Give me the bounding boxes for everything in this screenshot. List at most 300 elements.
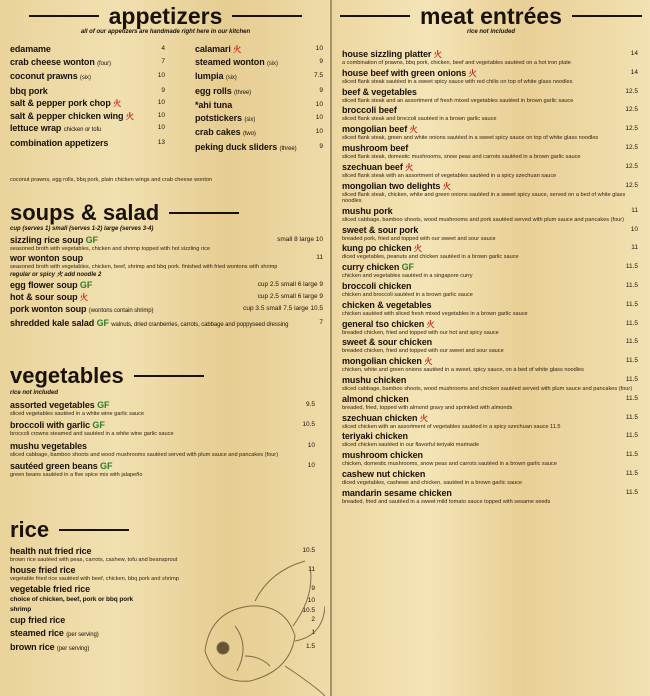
meat-note: rice not included: [466, 29, 515, 35]
spicy-icon: 火: [413, 244, 422, 254]
item-name-text: egg flower soup: [10, 279, 78, 290]
item-name-text: sweet & sour chicken: [342, 337, 433, 348]
item-description: vegetable fried rice sautéed with beef, chicken, bbq pork and shrimp: [10, 575, 179, 582]
meat-heading: [332, 4, 650, 28]
menu-item: [10, 111, 165, 122]
item-name-text: mongolian two delights: [342, 180, 441, 191]
item-description: chicken sautéed with sliced fresh mixed vegetables in a brown garlic sauce: [342, 310, 528, 317]
item-description: green beans sautéed in a five spice mix with jalapeño: [10, 472, 143, 479]
item-sizes: small 8 large 10: [277, 236, 323, 243]
menu-item: [342, 394, 638, 411]
menu-item: [195, 113, 323, 126]
menu-item: [10, 441, 315, 458]
item-name: [195, 142, 323, 155]
item-price: 7: [161, 57, 165, 65]
menu-item: [195, 71, 323, 84]
item-name: [10, 420, 315, 431]
item-name: [342, 394, 638, 405]
item-name-text: house beef with green onions: [342, 67, 467, 78]
item-name: [10, 98, 165, 109]
item-name: [10, 253, 323, 264]
item-price: 12.5: [625, 181, 638, 189]
item-name: [195, 127, 323, 140]
appetizers-heading: [0, 4, 331, 28]
item-price: 11.5: [625, 394, 638, 402]
gluten-free-badge: GF: [79, 279, 93, 290]
item-sizes: 7: [319, 318, 323, 326]
item-name: [342, 469, 638, 480]
item-name-text: kung po chicken: [342, 243, 412, 254]
item-name-text: mushu chicken: [342, 374, 407, 385]
item-price: 10.5: [302, 606, 315, 614]
item-name: [342, 49, 638, 60]
item-sizes: cup 2.5 small 6 large 9: [257, 292, 323, 300]
appetizers-title: appetizers: [108, 3, 223, 29]
item-name-text: mushroom chicken: [342, 450, 423, 461]
menu-item: [342, 162, 638, 179]
menu-item: [342, 319, 638, 336]
menu-item: [10, 461, 315, 478]
item-qualifier: (per serving): [66, 631, 99, 638]
menu-item: [10, 318, 323, 331]
item-name: [342, 243, 638, 254]
item-description: sliced vegetables sautéed in a white wine garlic sauce: [10, 411, 145, 417]
item-name: [342, 375, 638, 386]
appetizers-left-list: [10, 44, 165, 150]
item-price: 9: [161, 86, 165, 94]
menu-item: [342, 87, 638, 104]
menu-item: [10, 400, 315, 417]
gluten-free-badge: GF: [401, 262, 414, 273]
spicy-icon: 火: [233, 45, 242, 54]
item-price: 11.5: [625, 469, 638, 477]
menu-item: [195, 100, 323, 111]
item-name: [342, 181, 638, 192]
item-description: chicken and vegetables sautéed in a singapore curry: [342, 273, 473, 280]
menu-item: [10, 57, 165, 70]
item-name-text: brown rice: [10, 642, 55, 653]
item-price: 11.5: [625, 413, 638, 421]
item-description: diced vegetables, peanuts and chicken sautéed in a brown garlic sauce: [342, 254, 519, 261]
item-name-text: curry chicken: [342, 262, 400, 273]
menu-item: [10, 123, 165, 136]
item-description: seasoned broth with vegetables, chicken and shrimp topped with hot sizzling rice: [10, 246, 210, 252]
item-price: 10: [315, 128, 323, 135]
item-price: 11.5: [625, 451, 638, 459]
vegetables-heading: [10, 364, 204, 388]
item-description: chicken, white and green onions sautéed in a sweet, spicy sauce, on a bed of white glass noodles: [342, 367, 584, 374]
item-qualifier: (six): [267, 60, 278, 67]
menu-item: [342, 262, 638, 279]
menu-item: [342, 356, 638, 373]
menu-item: [10, 71, 165, 84]
item-name-text: broccoli with garlic: [10, 420, 91, 431]
item-price: 12.5: [625, 87, 638, 95]
item-name-text: bbq pork: [10, 85, 48, 96]
item-name: [342, 488, 638, 499]
menu-item: [342, 337, 638, 354]
spicy-icon: 火: [113, 99, 122, 108]
item-name-text: shredded kale salad: [10, 317, 95, 328]
item-price: 14: [630, 50, 638, 57]
item-price: 9: [319, 57, 323, 65]
spicy-icon: 火: [405, 162, 414, 172]
item-name: [195, 113, 323, 126]
item-name-text: mandarin sesame chicken: [342, 487, 452, 498]
item-name-text: szechuan beef: [342, 161, 403, 172]
item-qualifier: (six): [225, 75, 237, 81]
item-price: 11.5: [625, 319, 638, 327]
item-name-text: broccoli beef: [342, 105, 397, 116]
item-qualifier: (three): [279, 145, 297, 152]
gluten-free-badge: GF: [100, 461, 113, 472]
item-name-text: beef & vegetables: [342, 86, 417, 97]
item-name-text: potstickers: [195, 112, 242, 123]
item-name-text: wor wonton soup: [10, 253, 83, 264]
item-sizes: 11: [316, 254, 323, 262]
item-name: [342, 300, 638, 311]
item-name-text: mushu pork: [342, 205, 393, 216]
item-name: [342, 337, 638, 348]
spicy-icon: 火: [409, 125, 418, 135]
menu-item: [342, 450, 638, 467]
item-name-text: egg rolls: [195, 85, 232, 96]
item-description: sliced flank steak with an assortment of vegetables sautéed in a spicy szechuan sauce: [342, 172, 557, 179]
item-description: sliced flank steak and broccoli sautéed in a brown garlic sauce: [342, 116, 497, 123]
item-name-text: shrimp: [10, 605, 32, 613]
item-name-text: peking duck sliders: [195, 141, 278, 152]
menu-item: [10, 253, 323, 278]
item-name: [10, 138, 165, 149]
fish-illustration: [175, 556, 325, 696]
spicy-icon: 火: [419, 413, 428, 423]
appetizers-note: all of our appetizers are handmade right here in our kitchen: [80, 29, 251, 35]
menu-item: [342, 181, 638, 205]
item-name-text: chicken & vegetables: [342, 299, 432, 310]
spicy-icon: 火: [442, 181, 451, 191]
item-description: breaded, fried, topped with almond gravy and sprinkled with almonds: [342, 404, 513, 411]
item-price: 14: [630, 68, 638, 76]
item-name: [342, 225, 638, 236]
menu-item: [10, 235, 323, 252]
menu-item: [195, 127, 323, 140]
item-name: [342, 262, 638, 273]
item-name-text: mongolian beef: [342, 124, 408, 135]
item-description: sliced flank steak sautéed in a sweet spicy sauce with red chilis on top of white glass noodles: [342, 78, 573, 85]
item-name-text: general tso chicken: [342, 318, 425, 329]
item-price: 11.5: [625, 432, 638, 440]
gluten-free-badge: GF: [92, 420, 105, 431]
item-price: 9: [311, 584, 315, 592]
item-name: [342, 319, 638, 330]
item-name-text: cup fried rice: [10, 615, 66, 626]
item-description: broccoli crowns steamed and sautéed in a white wine garlic sauce: [10, 431, 174, 438]
item-name-text: broccoli chicken: [342, 280, 412, 291]
item-description: breaded chicken, fried and topped with our hot and spicy sauce: [342, 329, 499, 336]
item-name-text: mongolian chicken: [342, 356, 422, 367]
item-name: [10, 400, 315, 411]
item-name: [342, 206, 638, 217]
menu-item: [10, 420, 315, 437]
item-price: 12.5: [625, 106, 638, 114]
item-price: 9.5: [305, 401, 315, 408]
item-name: [342, 143, 638, 154]
item-price: 9: [319, 142, 323, 150]
item-name-text: crab cakes: [195, 127, 241, 137]
item-name-text: almond chicken: [342, 393, 409, 404]
menu-item: [195, 142, 323, 155]
menu-item: [342, 469, 638, 486]
item-name: [10, 123, 165, 136]
item-name-text: house sizzling platter: [342, 49, 432, 59]
menu-item: [10, 280, 323, 291]
menu-item: [342, 124, 638, 141]
item-name-text: sautéed green beans: [10, 461, 98, 472]
item-name: [342, 124, 638, 135]
item-name: [10, 44, 165, 55]
menu-item: [10, 138, 165, 149]
item-name: [342, 68, 638, 79]
rice-heading: [10, 518, 129, 542]
item-price: 10.5: [302, 547, 315, 554]
item-name: [342, 162, 638, 173]
menu-item: [10, 98, 165, 109]
item-qualifier: (two): [242, 131, 256, 137]
item-price: 11.5: [625, 357, 638, 365]
item-price: 10: [307, 597, 315, 605]
item-name-text: sweet & sour pork: [342, 224, 419, 235]
item-description: sliced flank steak, green and white onions sautéed in a sweet spicy sauce on top of white glass noodles: [342, 135, 599, 142]
item-name: [195, 57, 323, 70]
soups-list: [10, 235, 323, 332]
spicy-icon: 火: [424, 357, 433, 367]
item-description: seasoned broth with vegetables, chicken, beef, shrimp and bbq pork. finished with fried wontons with shrimp: [10, 264, 278, 271]
item-name: [342, 450, 638, 461]
soups-title: soups & salad: [10, 200, 160, 225]
item-name: [10, 235, 323, 246]
menu-item: [342, 225, 638, 242]
item-price: 12.5: [625, 125, 638, 133]
item-name: [195, 86, 323, 99]
menu-item: [195, 86, 323, 99]
menu-item: [342, 206, 638, 223]
item-price: 12.5: [625, 143, 638, 151]
item-description: breaded chicken, fried and topped with our sweet and sour sauce: [342, 348, 504, 355]
item-price: 10: [315, 113, 323, 121]
menu-item: [342, 143, 638, 160]
menu-item: [10, 86, 165, 97]
item-description: breaded, fried and sautéed in a sweet mild tomato sauce topped with sesame seeds: [342, 498, 551, 505]
item-name-text: coconut prawns: [10, 71, 78, 81]
item-qualifier: walnuts, dried cranberries, carrots, cabbage and poppyseed dressing: [111, 321, 289, 328]
item-price: 11: [631, 244, 638, 252]
item-description: a combination of prawns, bbq pork, chicken, beef and vegetables sautéed on a hot iron plate: [342, 60, 571, 66]
item-price: 12.5: [625, 162, 638, 170]
item-name-text: mushu vegetables: [10, 440, 87, 451]
item-name: [10, 111, 165, 122]
item-price: 13: [157, 138, 165, 146]
item-name: [342, 431, 638, 442]
item-price: 2: [311, 616, 315, 624]
item-name: [195, 100, 323, 111]
spicy-icon: 火: [433, 50, 442, 59]
item-name-text: calamari: [195, 44, 231, 54]
item-name: [10, 86, 165, 97]
item-name-text: edamame: [10, 44, 51, 54]
item-name-text: teriyaki chicken: [342, 431, 408, 442]
item-price: 11.5: [625, 281, 638, 289]
menu-item: [342, 281, 638, 298]
item-description: sliced chicken sautéed in our flavorful teriyaki marinade: [342, 442, 480, 449]
vegetables-note: rice not included: [10, 390, 59, 396]
meat-list: [342, 49, 638, 507]
item-name-text: house fried rice: [10, 564, 76, 575]
item-sizes: cup 3.5 small 7.5 large 10.5: [243, 304, 323, 312]
item-name: [10, 318, 323, 331]
item-price: 11.5: [625, 375, 638, 383]
item-qualifier: chicken or tofu: [63, 127, 102, 133]
menu-item: [342, 413, 638, 430]
item-name-text: health nut fried rice: [10, 546, 92, 556]
item-name-text: vegetable fried rice: [10, 583, 91, 594]
vegetables-title: vegetables: [10, 363, 124, 388]
item-name-text: assorted vegetables: [10, 400, 95, 410]
menu-item: [342, 488, 638, 505]
item-price: 4: [161, 45, 165, 52]
menu-item: [342, 431, 638, 448]
item-description: sliced flank steak, chicken, white and green onions sautéed in a sweet spicy sauce, served on a bed of white glass noodles: [342, 191, 626, 204]
item-sizes: cup 2.5 small 6 large 9: [257, 280, 323, 288]
item-price: 7.5: [313, 72, 323, 79]
item-name: [342, 87, 638, 98]
item-price: 11.5: [625, 488, 638, 496]
menu-item: [10, 304, 323, 317]
menu-item: [195, 44, 323, 55]
item-qualifier: (six): [244, 116, 256, 123]
item-price: 11: [308, 565, 315, 573]
item-price: 9: [319, 86, 323, 94]
item-description: sliced cabbage, bamboo shoots and wood mushrooms sautéed served with plum sauce and pancakes (four): [10, 451, 279, 458]
menu-item: [342, 105, 638, 122]
item-extra: regular or spicy 火 add noodle 2: [10, 271, 102, 278]
item-name-text: salt & pepper pork chop: [10, 98, 111, 108]
item-name-text: mushroom beef: [342, 142, 409, 153]
item-description: chicken and broccoli sautéed in a brown garlic sauce: [342, 291, 473, 298]
gluten-free-badge: GF: [97, 400, 110, 410]
item-price: 10: [157, 124, 165, 131]
menu-item: [10, 292, 323, 303]
item-qualifier: (six): [80, 75, 91, 81]
item-qualifier: (wontons contain shrimp): [88, 307, 154, 314]
item-name: [10, 441, 315, 452]
spicy-icon: 火: [468, 68, 477, 78]
item-name: [195, 44, 323, 55]
item-name-text: combination appetizers: [10, 137, 109, 148]
item-name-text: crab cheese wonton: [10, 56, 95, 67]
item-name-text: szechuan chicken: [342, 412, 418, 423]
menu-item: [342, 68, 638, 85]
item-name: [10, 461, 315, 472]
item-price: 10: [315, 101, 323, 108]
menu-item: [342, 243, 638, 260]
item-price: 10: [307, 441, 315, 449]
spicy-icon: 火: [79, 292, 88, 302]
item-name: [342, 356, 638, 367]
gluten-free-badge: GF: [96, 317, 109, 328]
item-price: 11.5: [625, 263, 638, 271]
item-price: 11: [631, 206, 638, 214]
item-description: sliced flank steak and an assortment of fresh mixed vegetables sautéed in brown garlic sauce: [342, 97, 574, 104]
meat-title: meat entrées: [420, 3, 562, 29]
item-price: 10: [157, 72, 165, 79]
item-price: 11.5: [625, 300, 638, 308]
item-name: [342, 413, 638, 424]
item-name-text: salt & pepper chicken wing: [10, 110, 124, 121]
gluten-free-badge: GF: [85, 235, 98, 245]
appetizers-right-list: [195, 44, 323, 156]
item-name: [342, 281, 638, 292]
item-description: brown rice sautéed with peas, carrots, cashew, tofu and beansprout: [10, 557, 178, 563]
item-price: 1: [311, 628, 315, 636]
item-price: 11.5: [625, 338, 638, 346]
item-description: sliced flank steak, domestic mushrooms, snow peas and carrots sautéed in a brown garlic sauce: [342, 153, 581, 160]
item-name-text: steamed rice: [10, 627, 64, 638]
item-qualifier: (three): [234, 89, 251, 96]
item-name: [10, 57, 165, 70]
item-qualifier: (per serving): [56, 646, 90, 653]
menu-item: [342, 300, 638, 317]
item-price: 10: [307, 462, 315, 470]
item-name-text: steamed wonton: [195, 56, 265, 67]
item-name-text: lumpia: [195, 71, 224, 81]
item-name-text: cashew nut chicken: [342, 468, 426, 479]
right-column: [332, 0, 650, 696]
combo-description: coconut prawns, egg rolls, bbq pork, plain chicken wings and crab cheese wonton: [10, 177, 213, 183]
menu-item: [10, 44, 165, 55]
soup-sizes: cup (serves 1) small (serves 1-2) large (serves 3-4): [10, 226, 154, 232]
item-name-text: sizzling rice soup: [10, 235, 84, 245]
item-name-text: hot & sour soup: [10, 291, 78, 302]
item-price: 10: [157, 99, 165, 106]
spicy-icon: 火: [125, 111, 134, 121]
vegetables-list: [10, 400, 315, 482]
item-description: sliced cabbage, bamboo shoots, wood mushrooms and chicken sautéed served with plum sauce and pancakes (four): [342, 385, 633, 392]
soups-heading: [10, 201, 239, 225]
item-price: 10: [630, 225, 638, 233]
item-description: sliced cabbage, bamboo shoots, wood mushrooms and pork sautéed served with plum sauce and pancakes (four): [342, 216, 625, 223]
item-price: 1.5: [305, 643, 315, 651]
item-name-text: *ahi tuna: [195, 100, 233, 110]
item-price: 10: [157, 111, 165, 119]
menu-item: [195, 57, 323, 70]
item-description: diced vegetables, cashews and chicken, sautéed in a brown garlic sauce: [342, 479, 523, 486]
item-name: [342, 105, 638, 116]
item-description: sliced chicken with an assortment of vegetables sautéed in a spicy szechuan sauce 11.5: [342, 423, 561, 430]
item-description: breaded pork, fried and topped with our sweet and sour sauce: [342, 235, 496, 242]
menu-item: [342, 49, 638, 66]
item-qualifier: (four): [97, 60, 111, 67]
item-name-text: lettuce wrap: [10, 123, 62, 133]
item-price: 10.5: [302, 421, 315, 429]
item-price: 10: [315, 45, 323, 52]
item-name: [10, 71, 165, 84]
item-name-text: pork wonton soup: [10, 303, 87, 314]
menu-item: [342, 375, 638, 392]
item-name-text: choice of chicken, beef, pork or bbq pork: [10, 596, 134, 604]
rice-title: rice: [10, 517, 50, 542]
item-description: chicken, domestic mushrooms, snow peas and carrots sautéed in a brown garlic sauce: [342, 461, 557, 468]
item-name: [195, 71, 323, 84]
